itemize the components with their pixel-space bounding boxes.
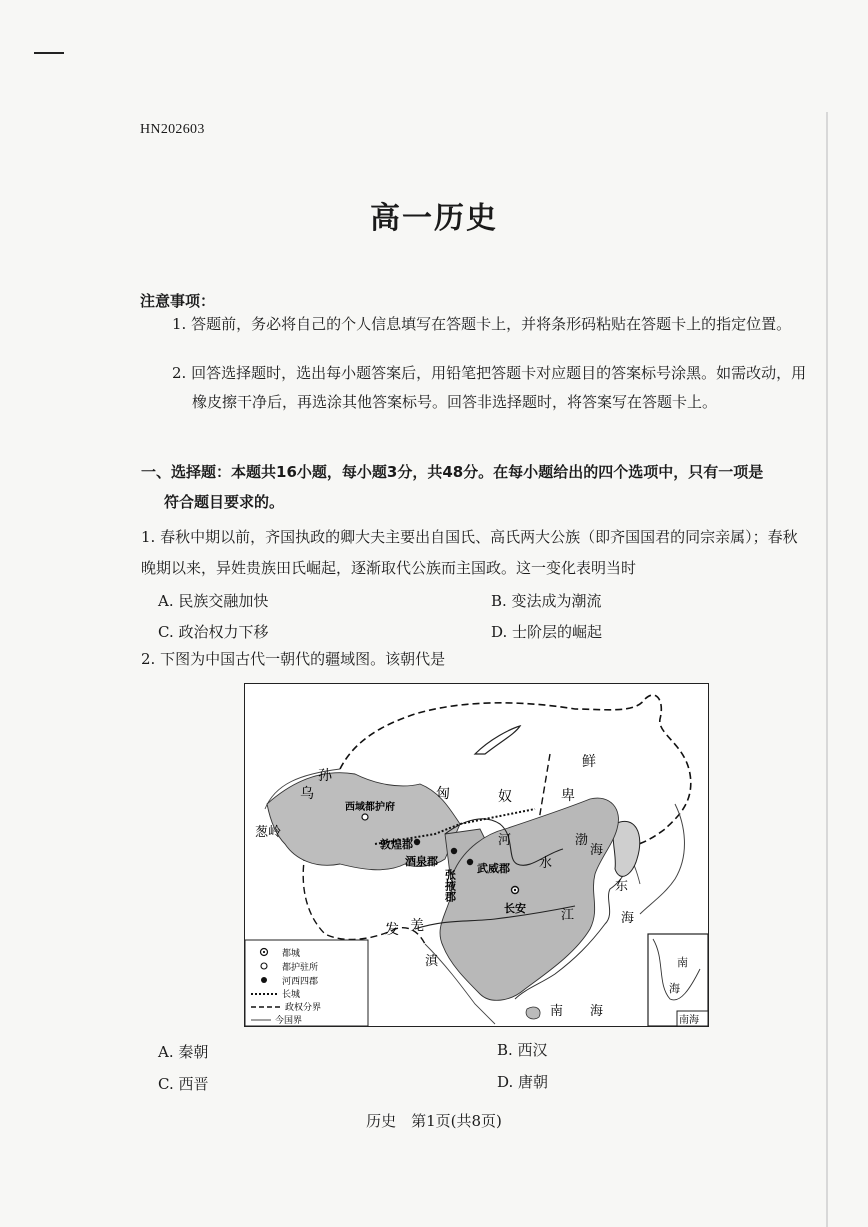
territory-central xyxy=(440,798,618,1000)
hainan-island xyxy=(526,1007,540,1019)
section-heading-line2: 符合题目要求的。 xyxy=(164,493,285,511)
question-2-stem: 2. 下图为中国古代一朝代的疆域图。该朝代是 xyxy=(141,650,446,668)
label-sun: 孙 xyxy=(318,768,332,784)
q2-option-c: C. 西晋 xyxy=(158,1075,209,1093)
label-he: 河 xyxy=(498,833,512,848)
inset-label-hai: 海 xyxy=(669,982,680,995)
label-changan: 长安 xyxy=(504,902,526,915)
question-1-stem: 1. 春秋中期以前，齐国执政的卿大夫主要出自国氏、高氏两大公族（即齐国国君的同宗亲属）；春秋晚期以来，异姓贵族田氏崛起，逐渐取代公族而主国政。这一变化表明当时 xyxy=(141,528,798,577)
label-congling: 葱岭 xyxy=(255,825,282,840)
label-xiongnu-1: 匈 xyxy=(436,786,450,802)
label-shui: 水 xyxy=(539,856,553,871)
wuwei-marker xyxy=(467,859,473,865)
legend-yamen: 都护驻所 xyxy=(282,963,319,973)
legend-boundary: 政权分界 xyxy=(285,1003,322,1013)
label-dong: 东 xyxy=(615,879,629,894)
changan-dot xyxy=(514,889,516,891)
label-hai-1: 海 xyxy=(590,843,604,858)
label-xiyu: 西域都护府 xyxy=(345,802,395,813)
legend-modern: 今国界 xyxy=(275,1016,303,1026)
label-qiang: 羌 xyxy=(410,918,424,934)
page-footer: 历史 第1页(共8页) xyxy=(366,1112,502,1130)
label-dian: 滇 xyxy=(425,954,439,969)
q2-option-b: B. 西汉 xyxy=(497,1041,548,1059)
q1-option-c: C. 政治权力下移 xyxy=(158,623,269,641)
label-hai-3: 海 xyxy=(590,1004,604,1019)
legend-hexi: 河西四郡 xyxy=(282,977,319,987)
q2-option-d: D. 唐朝 xyxy=(497,1073,549,1091)
inset-caption: 南海 xyxy=(679,1015,699,1026)
xiyu-marker xyxy=(362,814,368,820)
label-wuwei: 武威郡 xyxy=(477,862,510,875)
legend-wall: 长城 xyxy=(282,990,301,1000)
section-heading-line1: 一、选择题：本题共16小题，每小题3分，共48分。在每小题给出的四个选项中，只有一项是 xyxy=(141,463,764,481)
notice-heading: 注意事项： xyxy=(140,292,216,310)
legend-hexi-symbol xyxy=(261,977,267,983)
label-jiuquan: 酒泉郡 xyxy=(405,855,438,868)
q1-option-b: B. 变法成为潮流 xyxy=(491,592,602,610)
label-fa: 发 xyxy=(385,922,399,938)
label-xianbei-2: 卑 xyxy=(561,788,575,804)
dunhuang-marker xyxy=(414,839,420,845)
notice-item-2: 2. 回答选择题时，选出每小题答案后，用铅笔把答题卡对应题目的答案标号涂黑。如需改动，用橡皮擦干净后，再选涂其他答案标号。回答非选择题时，将答案写在答题卡上。 xyxy=(172,364,807,411)
lake-baikal xyxy=(475,726,520,754)
scan-mark xyxy=(34,52,64,54)
inset-label-nan: 南 xyxy=(677,956,688,969)
jiuquan-marker xyxy=(451,848,457,854)
label-dunhuang: 敦煌郡 xyxy=(380,838,413,851)
japan-islands xyxy=(640,804,684,914)
q1-option-d: D. 士阶层的崛起 xyxy=(491,623,603,641)
label-bo: 渤 xyxy=(575,833,589,848)
label-zhangye: 张掖郡 xyxy=(443,869,457,902)
label-nan: 南 xyxy=(550,1004,564,1019)
legend-yamen-symbol xyxy=(261,963,267,969)
label-jiang: 江 xyxy=(561,908,575,923)
page-title: 高一历史 xyxy=(370,201,498,236)
territory-map xyxy=(244,683,709,1027)
label-xiongnu-2: 奴 xyxy=(498,789,512,805)
legend-capital: 都城 xyxy=(282,949,301,959)
page-edge-shadow xyxy=(826,112,828,1227)
label-wu: 乌 xyxy=(300,786,314,802)
label-hai-2: 海 xyxy=(621,911,635,926)
territory-map-svg xyxy=(245,684,708,1026)
label-xianbei-1: 鲜 xyxy=(582,754,596,770)
notice-item-1: 1. 答题前，务必将自己的个人信息填写在答题卡上，并将条形码粘贴在答题卡上的指定位置。 xyxy=(172,315,792,333)
exam-code: HN202603 xyxy=(140,122,205,137)
legend-capital-dot xyxy=(263,951,265,953)
section-heading xyxy=(141,457,801,517)
q1-option-a: A. 民族交融加快 xyxy=(158,592,269,610)
q2-option-a: A. 秦朝 xyxy=(158,1043,209,1061)
